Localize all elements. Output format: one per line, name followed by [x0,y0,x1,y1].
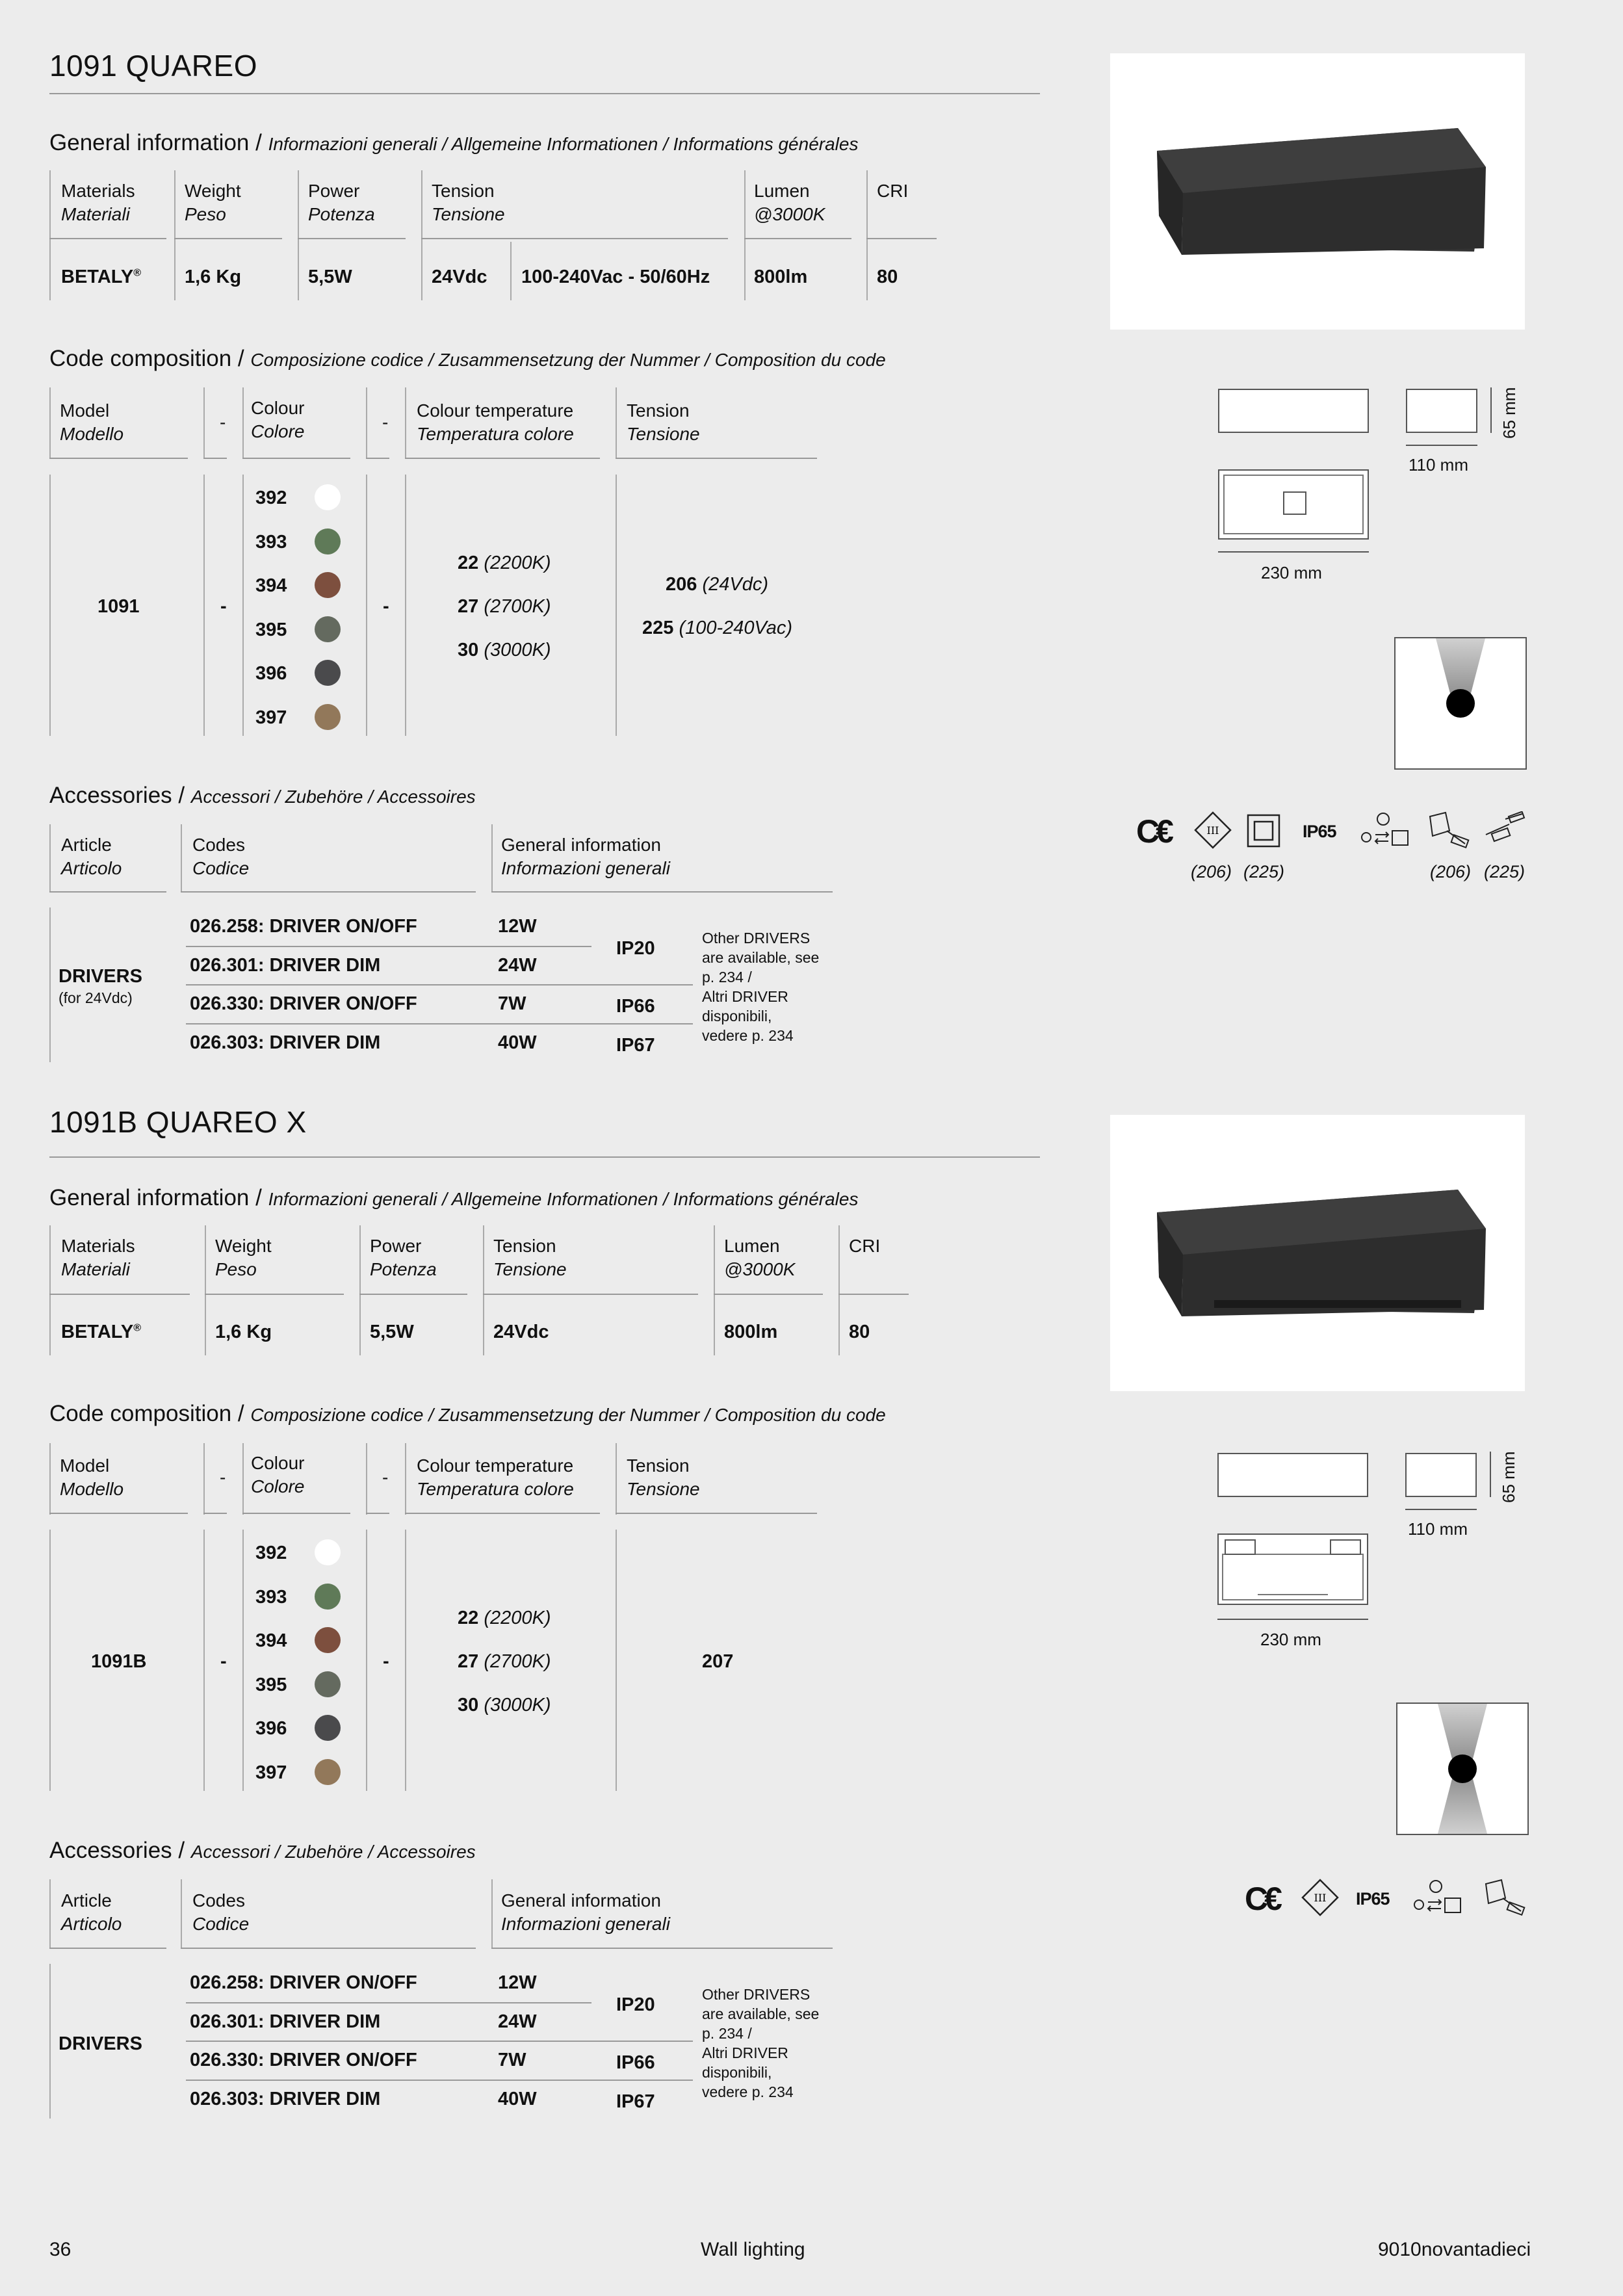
drivers-note: Other DRIVERS are available, see p. 234 / Altri DRIVER disponibili, vedere p. 234 [702,1986,820,2100]
driver-code: 026.330: DRIVER ON/OFF [190,2050,417,2070]
colour-code: 397 [255,707,287,728]
value-tension-dc: 24Vdc [432,267,487,287]
colour-swatch [315,1715,341,1741]
ip-rating: IP66 [616,2052,655,2073]
colour-code: 392 [255,1543,287,1563]
wall-mount-icon [1426,811,1472,854]
label-general-info: General information Informazioni generali [501,1890,670,1934]
model-code: 1091B [91,1651,147,1672]
label-cri: CRI [849,1236,881,1256]
driver-power: 24W [498,955,537,976]
double-insulation-icon [1247,814,1280,851]
colour-code: 397 [255,1762,287,1783]
label-colour-temperature: Colour temperature Temperatura colore [417,1455,574,1499]
value-weight: 1,6 Kg [185,267,242,287]
temp-option: 30 (3000K) [458,640,551,660]
cert-note: (225) [1243,862,1285,881]
label-power: Power Potenza [308,181,375,224]
driver-power: 24W [498,2011,537,2032]
accessories-heading: Accessories / Accessori / Zubehöre / Accessoires [49,783,476,808]
dim-depth: 110 mm [1409,455,1468,475]
label-general-info: General information Informazioni generali [501,835,670,878]
section-name: Wall lighting [701,2239,805,2260]
ip65-label: IP65 [1303,822,1336,841]
dim-depth: 110 mm [1408,1519,1468,1539]
colour-swatch [315,528,341,554]
label-tension: Tension Tensione [627,1455,700,1499]
value-tension: 24Vdc [493,1322,549,1342]
colour-swatch [315,1539,341,1565]
label-article: Article Articolo [61,835,122,878]
value-cri: 80 [877,267,898,287]
value-power: 5,5W [370,1322,414,1342]
colour-code: 394 [255,575,287,596]
general-info-heading: General information / Informazioni generali / Allgemeine Informationen / Informations générales [49,1185,859,1210]
ip-rating: IP67 [616,1035,655,1056]
front-view [1218,389,1369,433]
tension-option: 206 (24Vdc) [666,574,768,595]
driver-code: 026.303: DRIVER DIM [190,2089,381,2109]
product-title: 1091B QUAREO X [49,1105,307,1139]
colour-swatch [315,1584,341,1610]
driver-code: 026.258: DRIVER ON/OFF [190,1972,417,1993]
dash: - [382,412,389,432]
ip-rating: IP20 [616,1994,655,2015]
ce-mark-icon: C€ [1136,813,1170,850]
label-model: Model Modello [60,1455,124,1499]
light-beam-diagram [1396,1702,1529,1835]
product-photo [1110,53,1525,330]
accessories-heading: Accessories / Accessori / Zubehöre / Accessoires [49,1838,476,1863]
dash: - [383,1651,389,1672]
dash: - [220,596,227,617]
code-composition-heading: Code composition / Composizione codice / Zusammensetzung der Nummer / Composition du code [49,1401,886,1426]
ip65-label: IP65 [1356,1889,1390,1909]
colour-swatch [315,704,341,730]
cert-note: (225) [1484,862,1526,881]
colour-code: 393 [255,1586,287,1608]
colour-swatch [315,572,341,598]
drivers-note: Other DRIVERS are available, see p. 234 / Altri DRIVER disponibili, vedere p. 234 [702,930,820,1044]
bottom-view [1217,1533,1368,1605]
dim-width: 230 mm [1261,563,1322,582]
label-weight: Weight Peso [185,181,241,224]
label-codes: Codes Codice [192,1890,250,1934]
label-article: Article Articolo [61,1890,122,1934]
driver-power: 40W [498,1032,537,1053]
driver-code: 026.301: DRIVER DIM [190,955,381,976]
colour-code: 392 [255,488,287,508]
driver-compatibility-icon [1355,811,1413,854]
ip-rating: IP20 [616,938,655,959]
ip-rating: IP66 [616,996,655,1017]
light-beam-diagram [1394,637,1527,770]
value-materials: BETALY® [61,267,141,287]
label-codes: Codes Codice [192,835,250,878]
driver-code: 026.330: DRIVER ON/OFF [190,993,417,1014]
colour-code: 394 [255,1630,287,1651]
brand-name: 9010novantadieci [1378,2239,1531,2260]
model-code: 1091 [97,596,140,617]
driver-power: 7W [498,993,526,1014]
colour-swatch [315,1671,341,1697]
driver-compatibility-icon [1407,1879,1466,1921]
driver-code: 026.303: DRIVER DIM [190,1032,381,1053]
label-materials: Materials Materiali [61,1236,135,1279]
temp-option: 27 (2700K) [458,596,551,617]
dash: - [220,1467,226,1487]
ce-mark-icon: C€ [1245,1881,1279,1917]
dim-height: 65 mm [1500,387,1519,439]
driver-power: 12W [498,1972,537,1993]
value-lumen: 800lm [724,1322,778,1342]
colour-code: 393 [255,531,287,553]
label-lumen: Lumen @3000K [754,181,825,224]
tension-code: 207 [702,1651,734,1672]
page-number: 36 [49,2239,71,2260]
product-photo [1110,1115,1525,1391]
product-title: 1091 QUAREO [49,49,257,83]
article-drivers: DRIVERS [58,966,142,987]
label-model: Model Modello [60,400,124,444]
label-colour: Colour Colore [251,398,305,441]
cert-note: (206) [1430,862,1472,881]
dim-width: 230 mm [1260,1630,1321,1649]
driver-code: 026.258: DRIVER ON/OFF [190,916,417,937]
label-materials: Materials Materiali [61,181,135,224]
driver-power: 12W [498,916,537,937]
colour-swatch [315,1627,341,1653]
label-weight: Weight Peso [215,1236,272,1279]
value-power: 5,5W [308,267,352,287]
label-lumen: Lumen @3000K [724,1236,796,1279]
temp-option: 30 (3000K) [458,1695,551,1715]
class-iii-icon [1194,811,1232,852]
dash: - [220,412,226,432]
driver-power: 40W [498,2089,537,2109]
dash: - [220,1651,227,1672]
label-tension: Tension Tensione [627,400,700,444]
temp-option: 22 (2200K) [458,1608,551,1628]
dash: - [382,1467,389,1487]
label-tension: Tension Tensione [493,1236,567,1279]
colour-code: 396 [255,1718,287,1739]
article-drivers: DRIVERS [58,2033,142,2054]
dim-height: 65 mm [1499,1451,1518,1503]
ip-rating: IP67 [616,2091,655,2112]
label-colour-temperature: Colour temperature Temperatura colore [417,400,574,444]
colour-swatch [315,660,341,686]
driver-power: 7W [498,2050,526,2070]
side-view [1405,1453,1477,1497]
colour-swatch [315,616,341,642]
label-power: Power Potenza [370,1236,437,1279]
label-colour: Colour Colore [251,1453,305,1496]
tension-option: 225 (100-240Vac) [642,618,793,638]
code-composition-heading: Code composition / Composizione codice / Zusammensetzung der Nummer / Composition du code [49,346,886,371]
bottom-view [1218,469,1369,540]
article-drivers-note: (for 24Vdc) [58,989,133,1006]
value-weight: 1,6 Kg [215,1322,272,1342]
wall-mount-icon [1482,1879,1527,1921]
front-view [1217,1453,1368,1497]
cert-note: (206) [1191,862,1232,881]
general-info-heading: General information / Informazioni generali / Allgemeine Informationen / Informations générales [49,130,859,155]
colour-swatch [315,484,341,510]
value-lumen: 800lm [754,267,808,287]
class-iii-icon [1301,1879,1339,1920]
driver-code: 026.301: DRIVER DIM [190,2011,381,2032]
temp-option: 27 (2700K) [458,1651,551,1672]
colour-code: 395 [255,1674,287,1695]
colour-code: 396 [255,663,287,684]
colour-code: 395 [255,619,287,640]
side-view [1406,389,1477,433]
svg-text:III: III [1206,824,1219,837]
value-tension-ac: 100-240Vac - 50/60Hz [521,267,710,287]
label-cri: CRI [877,181,909,201]
dash: - [383,596,389,617]
temp-option: 22 (2200K) [458,553,551,573]
colour-swatch [315,1759,341,1785]
value-materials: BETALY® [61,1322,141,1342]
label-tension: Tension Tensione [432,181,505,224]
svg-text:III: III [1314,1892,1327,1904]
direction-icon [1483,811,1529,854]
value-cri: 80 [849,1322,870,1342]
